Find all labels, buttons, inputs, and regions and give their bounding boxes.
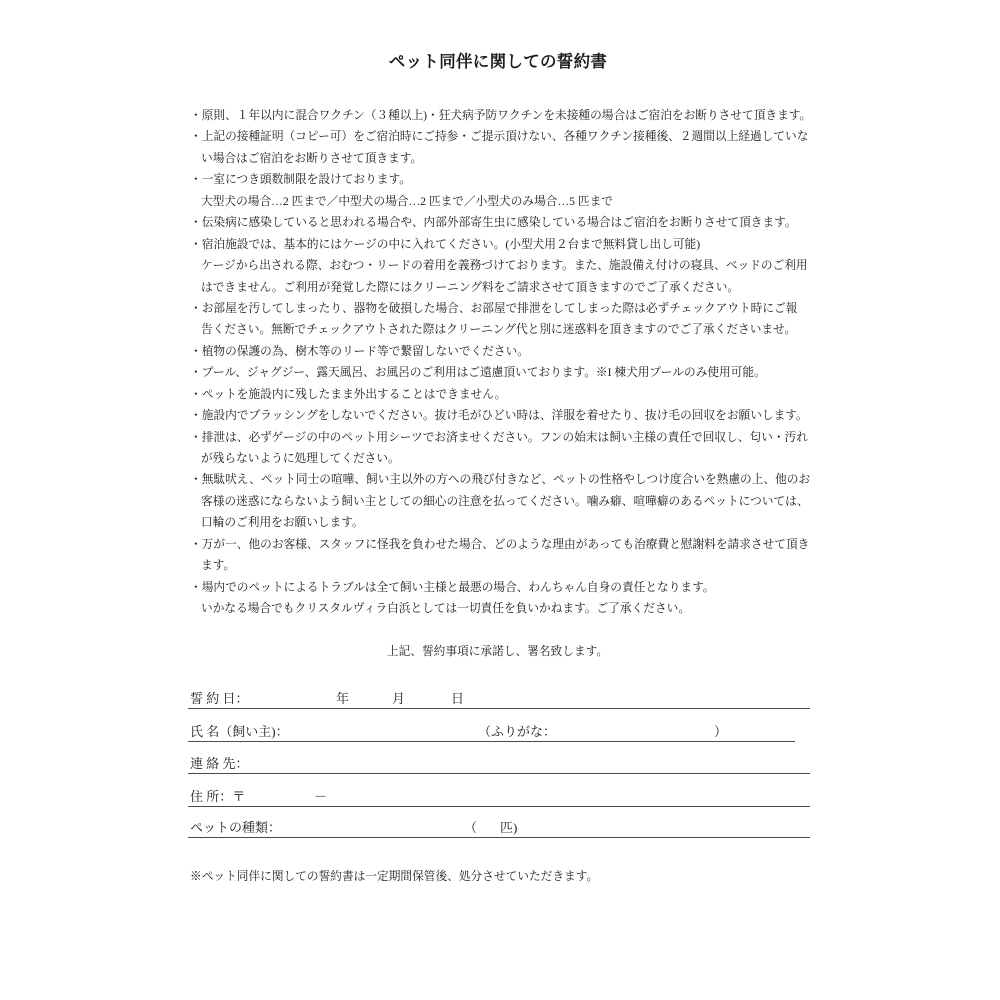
day-unit: 日: [451, 691, 465, 706]
pledge-date-label: 誓 約 日：: [190, 691, 249, 706]
rule-line: ・宿泊施設では、基本的にはケージの中に入れてください。(小型犬用２台まで無料貸し出し可能): [190, 237, 701, 251]
pet-count-unit: 匹): [500, 820, 518, 835]
pledge-date-field: [188, 690, 810, 709]
contact-label: 連 絡 先：: [190, 756, 249, 771]
rule-line: い場合はご宿泊をお断りさせて頂きます。: [201, 151, 423, 165]
rule-line: ます。: [201, 559, 236, 573]
rules-list: [190, 105, 815, 620]
rule-item-behavior: [190, 469, 815, 533]
pet-type-field: [188, 819, 810, 838]
rule-item-pool: [190, 362, 815, 383]
rule-line: ・排泄は、必ずゲージの中のペット用シーツでお済ませください。フンの始末は飼い主様の責任で回収し、匂い・汚れ: [190, 430, 808, 444]
postal-code-dash: －: [314, 789, 328, 804]
pet-type-label: ペットの種類：: [190, 820, 282, 835]
rule-line: ・プール、ジャグジー、露天風呂、お風呂のご利用はご遠慮頂いております。※I 棟犬用プールのみ使用可能。: [190, 366, 766, 380]
rule-line: ・植物の保護の為、樹木等のリード等で繋留しないでください。: [190, 344, 529, 358]
rule-line: ・上記の接種証明（コピー可）をご宿泊時にご持参・ご提示頂けない、各種ワクチン接種後、２週間以上経過していな: [190, 130, 809, 144]
owner-name-field: [188, 723, 795, 742]
address-label: 住 所：〒: [190, 789, 246, 804]
pet-count-open: （: [464, 820, 478, 835]
rule-item-injury: [190, 534, 815, 577]
rule-item-excretion: [190, 427, 815, 470]
rule-line: 口輪のご利用をお願いします。: [201, 516, 364, 530]
rule-line: ・万が一、他のお客様、スタッフに怪我を負わせた場合、どのような理由があっても治療費と慰謝料を請求させて頂き: [190, 537, 810, 551]
rule-line: ・施設内でブラッシングをしないでください。抜け毛がひどい時は、洋服を着せたり、抜け毛の回収をお願いします。: [190, 409, 808, 423]
contact-field: [188, 755, 810, 774]
rule-item-brushing: [190, 405, 815, 426]
rule-item-plants: [190, 341, 815, 362]
rule-line: 客様の迷惑にならないよう飼い主としての細心の注意を払ってください。噛み癖、喧嘩癖のあるペットについては、: [201, 494, 809, 508]
rule-line: ・伝染病に感染していると思われる場合や、内部外部寄生虫に感染している場合はご宿泊をお断りさせて頂きます。: [190, 216, 797, 230]
rule-line: はできません。ご利用が発覚した際にはクリーニング料をご請求させて頂きますのでご了承ください。: [201, 280, 740, 294]
month-unit: 月: [392, 691, 406, 706]
rule-line: ・無駄吠え、ペット同士の喧嘩、飼い主以外の方への飛び付きなど、ペットの性格やしつけ度合いを熟慮の上、他のお: [190, 473, 811, 487]
rule-item-certificate: [190, 126, 815, 169]
rule-line: いかなる場合でもクリスタルヴィラ白浜としては一切責任を負いかねます。ご了承ください。: [201, 602, 691, 616]
furigana-close: ）: [714, 724, 728, 739]
rule-item-leaving-pet: [190, 384, 815, 405]
agreement-statement: 上記、誓約事項に承諾し、署名致します。: [386, 645, 609, 658]
rule-item-vaccination: [190, 105, 815, 126]
owner-name-label: 氏 名（飼い主)：: [190, 724, 289, 739]
year-unit: 年: [336, 691, 350, 706]
rule-item-liability: [190, 577, 815, 620]
rule-line: ・ペットを施設内に残したまま外出することはできません。: [190, 387, 507, 401]
rule-line: が残らないように処理してください。: [201, 452, 400, 465]
rule-item-cage: [190, 234, 815, 298]
rule-item-infection: [190, 212, 815, 233]
document-title: ペット同伴に関しての誓約書: [388, 53, 608, 71]
rule-line: 告ください。無断でチェックアウトされた際はクリーニング代と別に迷惑料を頂きますのでご了承くださいませ。: [201, 323, 797, 337]
rule-line: ・一室につき頭数制限を設けております。: [190, 173, 411, 187]
rule-line: ・場内でのペットによるトラブルは全て飼い主様と最悪の場合、わんちゃん自身の責任となります。: [190, 580, 715, 594]
address-field: [188, 788, 810, 807]
rule-line: 大型犬の場合…2 匹まで／中型犬の場合…2 匹まで／小型犬のみ場合…5 匹まで: [201, 194, 613, 208]
furigana-open: （ふりがな：: [478, 724, 557, 739]
rule-line: ケージから出される際、おむつ・リードの着用を義務づけております。また、施設備え付けの寝具、ベッドのご利用: [201, 259, 808, 273]
rule-item-head-limit: [190, 169, 815, 212]
footer-note: ※ペット同伴に関しての誓約書は一定期間保管後、処分させていただきます。: [190, 870, 599, 883]
rule-item-room-damage: [190, 298, 815, 341]
rule-line: ・お部屋を汚してしまったり、器物を破損した場合、お部屋で排泄をしてしまった際は必ずチェックアウト時にご報: [190, 301, 798, 315]
rule-line: ・原則、１年以内に混合ワクチン（３種以上)・狂犬病予防ワクチンを未接種の場合はご宿泊をお断りさせて頂きます。: [190, 109, 812, 122]
